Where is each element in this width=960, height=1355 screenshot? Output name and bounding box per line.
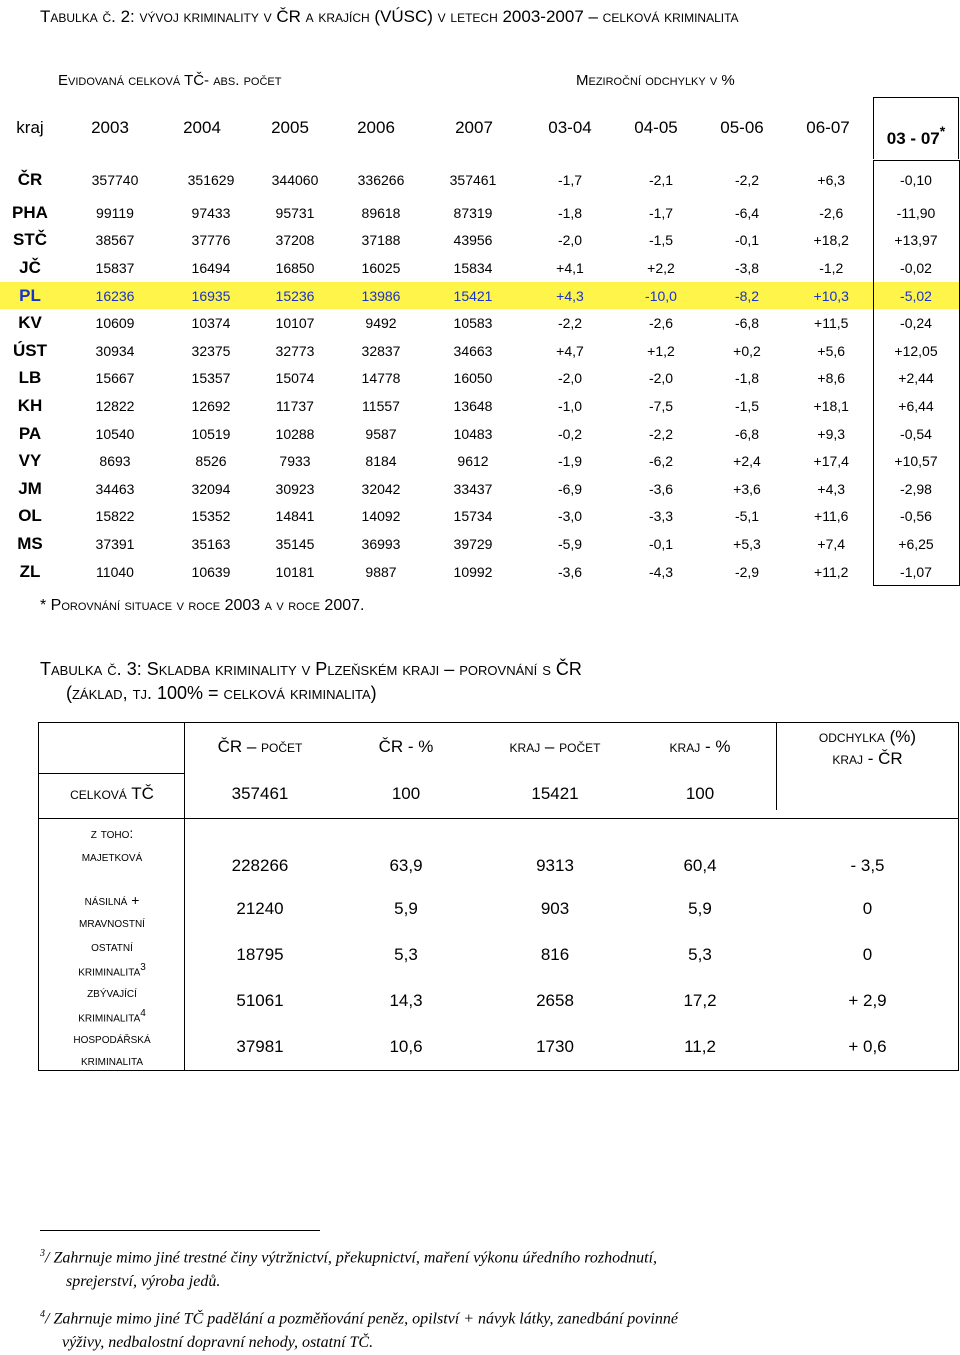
footnote-4 (40, 1303, 678, 1355)
t3-row-value: 228266 (231, 856, 289, 875)
t3-row-value: 1730 (536, 1037, 574, 1056)
table2-value-cell: 16494 (191, 259, 231, 276)
table2-value-cell: -3,6 (557, 563, 583, 580)
t3-row-value: 0 (862, 899, 873, 918)
table2-value-cell: 14841 (275, 508, 315, 525)
table2-value-cell: 15834 (453, 259, 493, 276)
t3-hline (38, 818, 959, 819)
table2-row (0, 337, 959, 365)
t3-row-value: 51061 (236, 991, 284, 1010)
t3-row-label (40, 1027, 184, 1071)
t3-row-value: 5,3 (394, 945, 418, 964)
table2-value-cell: -2,1 (648, 171, 674, 188)
table2-value-cell: 10583 (453, 315, 493, 332)
table2-value-cell: 33437 (453, 480, 493, 497)
t3-row-label-line2-text: mravnostní (79, 914, 145, 930)
t3-row-value: 5,9 (394, 899, 418, 918)
header-2004: 2004 (183, 118, 221, 137)
table2-value-cell: +2,2 (647, 259, 675, 276)
table2-value-cell: -1,8 (734, 370, 760, 387)
table2-value-cell: -1,9 (557, 453, 583, 470)
table2-value-cell: +18,1 (813, 397, 849, 414)
table2-region-cell: JM (18, 478, 42, 498)
table2-value-cell: 9492 (365, 315, 397, 332)
table2-title (40, 6, 940, 28)
t3-row-value: 816 (540, 945, 570, 964)
table2-value-cell: -8,2 (704, 282, 790, 310)
table2-value-cell: 15734 (453, 508, 493, 525)
table2-region-cell: ZL (19, 561, 41, 581)
table2-value-cell: 35163 (191, 535, 231, 552)
t3-row-label-line2 (40, 911, 184, 933)
t3-row-label-line2 (40, 957, 184, 982)
table2-value-cell: 16050 (453, 370, 493, 387)
table2-value-cell: 16850 (275, 259, 315, 276)
table2-value-cell: -1,2 (819, 259, 844, 276)
table2-value-cell: -6,4 (734, 204, 760, 221)
t3-row-value: 21240 (236, 899, 284, 918)
t3-row-value: 63,9 (389, 856, 423, 875)
table2-value-cell: -2,0 (648, 370, 674, 387)
table2-value-cell: 7933 (279, 453, 311, 470)
table2-value-cell: -2,0 (557, 232, 583, 249)
table2-region-cell: ÚST (13, 340, 47, 360)
table2-value-cell: 14778 (361, 370, 401, 387)
table2-value-cell: 11040 (96, 563, 134, 580)
header-05-06: 05-06 (720, 118, 764, 137)
header-03-04: 03-04 (548, 118, 592, 137)
table2-value-cell: 336266 (357, 171, 405, 188)
table2-region-cell: KV (18, 313, 42, 333)
table2-value-cell: 11737 (276, 397, 314, 414)
header-star: * (939, 123, 946, 139)
t3-row-value: - 3,5 (850, 856, 885, 875)
footnote-3-line1: / Zahrnuje mimo jiné trestné činy výtržnictví, překupnictví, maření výkonu úředního rozhodnutí, (45, 1249, 658, 1267)
table2-value-cell: 10519 (191, 425, 231, 442)
table2-value-cell: 10181 (275, 563, 315, 580)
table2-region-cell: MS (17, 533, 43, 553)
table2-value-cell: -0,02 (873, 254, 959, 282)
table2-region-cell: ČR (17, 169, 43, 189)
table2-value-cell: -0,1 (734, 232, 760, 249)
table2-value-cell: 10374 (191, 315, 231, 332)
table2-value-cell: 16025 (361, 259, 401, 276)
table2-value-cell: -2,6 (819, 204, 844, 221)
table2-value-cell: -6,8 (734, 315, 760, 332)
table2-value-cell: +10,57 (873, 447, 959, 475)
header-2006: 2006 (357, 118, 395, 137)
table2-value-cell: 8526 (195, 453, 227, 470)
table2-value-cell: 15837 (95, 259, 135, 276)
table2-value-cell: 32773 (275, 342, 315, 359)
table2-value-cell: 16236 (60, 282, 170, 310)
table2-value-cell: -0,2 (557, 425, 583, 442)
table2-value-cell: +4,1 (556, 259, 584, 276)
t3-row-label (40, 981, 184, 1028)
table2-row (0, 254, 959, 282)
table2-value-cell: -2,2 (648, 425, 674, 442)
footnote-3-line2: sprejerství, výroba jedů. (66, 1273, 221, 1291)
table2-value-cell: 32375 (191, 342, 231, 359)
table2-region-cell: PA (18, 423, 42, 443)
table2-value-cell: 8184 (365, 453, 397, 470)
table2-value-cell: 10992 (453, 563, 493, 580)
table2-value-cell: -1,5 (648, 232, 674, 249)
t3-row-value: 37981 (236, 1037, 284, 1056)
table2-value-cell: -2,2 (734, 171, 760, 188)
table2-row (0, 530, 959, 558)
table2-value-cell: 10540 (95, 425, 135, 442)
table2-value-cell: +11,5 (814, 315, 849, 332)
table2-value-cell: +9,3 (817, 425, 846, 442)
table2-row (0, 227, 959, 255)
table2-value-cell: 37208 (275, 232, 315, 249)
footnote-rule (40, 1230, 320, 1231)
table2-value-cell: -0,54 (873, 420, 959, 448)
table2-value-cell: +0,2 (733, 342, 761, 359)
table2-value-cell: 43956 (453, 232, 493, 249)
table2-row (0, 161, 959, 200)
t3-row-value: 5,9 (688, 899, 712, 918)
table2-value-cell: 15236 (252, 282, 338, 310)
table2-value-cell: -1,5 (734, 397, 760, 414)
t3-hline (38, 773, 185, 774)
table2-value-cell: +2,4 (733, 453, 761, 470)
table2-value-cell: +4,3 (522, 282, 618, 310)
t3-row-value: 14,3 (389, 991, 423, 1010)
header-06-07: 06-07 (806, 118, 850, 137)
table2-value-cell: -0,56 (873, 503, 959, 531)
table2-value-cell: -11,90 (873, 199, 959, 227)
table2-value-cell: 13648 (453, 397, 493, 414)
table2-value-cell: 37391 (95, 535, 135, 552)
table2-value-cell: 32094 (191, 480, 231, 497)
table2-value-cell: +7,4 (817, 535, 846, 552)
t3-header-cr-count: ČR – počet (217, 737, 303, 756)
table2-row (0, 475, 959, 503)
t3-row-label-line2-text: kriminalita (78, 962, 141, 979)
t3-header-cr-pct: ČR - % (378, 737, 434, 756)
table2-value-cell: -1,0 (557, 397, 583, 414)
table2-value-cell: 8693 (99, 453, 131, 470)
table2-row (0, 199, 959, 227)
table2-row (0, 392, 959, 420)
t3-row-value: 903 (540, 899, 570, 918)
table2-title-rest: : vývoj kriminality v ČR a krajích (VÚSC) v letech 2003-2007 – celková kriminalita (130, 7, 739, 26)
t3-row-label-line1: majetková (81, 848, 143, 864)
table2-value-cell: -2,98 (873, 475, 959, 503)
header-2003: 2003 (91, 118, 129, 137)
table2-value-cell: 87319 (453, 204, 493, 221)
table2-value-cell: 9887 (365, 563, 397, 580)
table2-value-cell: 35145 (275, 535, 315, 552)
table2-value-cell: +11,2 (814, 563, 849, 580)
table2-row (0, 420, 959, 448)
t3-row-label-sup: 4 (140, 1008, 146, 1019)
t3-row-label-line1: ostatní (91, 938, 133, 954)
header-04-05: 04-05 (634, 118, 678, 137)
table2-value-cell: +4,3 (817, 480, 846, 497)
table2-value-cell: -2,6 (648, 315, 674, 332)
table2-value-cell: +1,2 (647, 342, 675, 359)
table2-value-cell: -5,02 (873, 282, 959, 310)
t3-row-label-line2 (40, 1003, 184, 1028)
table2-value-cell: -3,3 (648, 508, 674, 525)
table2-value-cell: +5,6 (817, 342, 846, 359)
table2-value-cell: 10107 (275, 315, 315, 332)
table2-region-cell: OL (18, 506, 42, 526)
t3-row-value: 5,3 (688, 945, 712, 964)
t3-total-value: 357461 (231, 784, 289, 803)
table2-value-cell: -10,0 (618, 282, 704, 310)
t3-row-value: 18795 (236, 945, 284, 964)
header-03-07 (873, 123, 959, 149)
table2-value-cell: 32837 (361, 342, 401, 359)
table2-value-cell: 10483 (453, 425, 493, 442)
table2-value-cell: 14092 (361, 508, 401, 525)
table2-value-cell: +12,05 (873, 337, 959, 365)
table2-value-cell: 351629 (187, 171, 235, 188)
table2-value-cell: 10288 (275, 425, 315, 442)
table2-region-cell: LB (18, 368, 42, 388)
table2-value-cell: +13,97 (873, 227, 959, 255)
table2-region-cell: KH (17, 395, 43, 415)
t3-row-label (40, 935, 184, 982)
table2-value-cell: -1,7 (648, 204, 674, 221)
header-kraj: kraj (16, 118, 44, 137)
table2-value-cell: 89618 (361, 204, 401, 221)
table2-value-cell: -2,2 (557, 315, 583, 332)
t3-row-label (40, 845, 184, 867)
table2-value-cell: 15357 (191, 370, 231, 387)
t3-row-value: + 0,6 (848, 1037, 887, 1056)
table2-value-cell: 37776 (191, 232, 231, 249)
table2-value-cell: 12822 (95, 397, 135, 414)
table3-title-line1: : Skladba kriminality v Plzeňském kraji – porovnání s ČR (136, 659, 582, 679)
t3-row-label-line2-text: kriminalita (78, 1008, 141, 1025)
t3-row-label (40, 889, 184, 933)
table2-value-cell: -7,5 (648, 397, 674, 414)
table2-region-cell: PHA (12, 202, 48, 222)
table2-value-cell: -5,1 (734, 508, 760, 525)
t3-header-deviation (780, 726, 955, 770)
t3-header-deviation-line2: kraj - ČR (832, 749, 903, 768)
table2-value-cell: -4,3 (648, 563, 674, 580)
table3-title-prefix: Tabulka č. 3 (40, 659, 137, 679)
table2-value-cell: +6,25 (873, 530, 959, 558)
table2 (0, 160, 960, 586)
table2-value-cell: 38567 (95, 232, 135, 249)
table2-region-cell: PL (0, 282, 60, 310)
table2-value-cell: 13986 (338, 282, 424, 310)
table2-value-cell: -3,0 (557, 508, 583, 525)
t3-header-kraj-pct: kraj - % (669, 737, 731, 756)
t3-row-label-line2-text: kriminalita (80, 1052, 144, 1068)
table2-value-cell: 12692 (191, 397, 231, 414)
header-2007: 2007 (455, 118, 493, 137)
table2-value-cell: 97433 (191, 204, 231, 221)
table2-value-cell: 15352 (191, 508, 231, 525)
table2-value-cell: -0,24 (873, 309, 959, 337)
table2-region-cell: VY (18, 451, 42, 471)
footnote-3 (40, 1242, 657, 1294)
table2-value-cell: -1,7 (557, 171, 583, 188)
t3-row-label-line1: zbývající (87, 984, 137, 1000)
footnote-4-number: 4 (40, 1309, 45, 1320)
table2-value-cell: -3,8 (734, 259, 760, 276)
t3-row-label-line1: násilná + (84, 892, 140, 908)
header-2005: 2005 (271, 118, 309, 137)
table2-value-cell: -1,8 (557, 204, 583, 221)
table2-value-cell: 10609 (95, 315, 135, 332)
table2-region-cell: STČ (13, 230, 47, 250)
t3-row-value: 11,2 (684, 1037, 716, 1056)
table2-value-cell: -6,2 (648, 453, 674, 470)
table2-value-cell: 34663 (453, 342, 493, 359)
table2-value-cell: 357461 (449, 171, 497, 188)
header-03-07-label: 03 - 07 (886, 129, 940, 148)
table2-value-cell: +2,44 (873, 365, 959, 393)
table2-row (0, 503, 959, 531)
table2-value-cell: 39729 (453, 535, 493, 552)
table2-row (0, 309, 959, 337)
t3-row-label-line2 (40, 1049, 184, 1071)
table2-value-cell: 15822 (95, 508, 135, 525)
table3-title (40, 657, 920, 705)
table2-value-cell: +5,3 (733, 535, 761, 552)
table2-value-cell: -2,9 (734, 563, 760, 580)
table2-value-cell: +6,3 (817, 171, 846, 188)
table2-value-cell: 30923 (275, 480, 315, 497)
table2-value-cell: 30934 (95, 342, 135, 359)
t3-total-value: 100 (391, 784, 421, 803)
table2-value-cell: 16935 (170, 282, 252, 310)
table2-value-cell: 99119 (96, 204, 134, 221)
t3-row-value: 10,6 (389, 1037, 423, 1056)
t3-row-value: 2658 (536, 991, 574, 1010)
footnote-4-line1: / Zahrnuje mimo jiné TČ padělání a pozměňování peněz, opilství + návyk látky, zanedbání povinné (45, 1310, 678, 1328)
table2-value-cell: +17,4 (813, 453, 849, 470)
t3-row-label-sup: 3 (140, 962, 146, 973)
t3-row-value: 0 (862, 945, 873, 964)
group-header-deviations: Meziroční odchylky v % (576, 72, 735, 89)
footnote-4-line2: výživy, nedbalostní dopravní nehody, ostatní TČ. (62, 1334, 374, 1352)
table2-row (0, 558, 959, 586)
table2-value-cell: 11557 (362, 397, 400, 414)
table2-value-cell: -6,9 (557, 480, 583, 497)
table2-footnote: * Porovnání situace v roce 2003 a v roce 2007. (40, 597, 365, 614)
t3-total-value: 15421 (531, 784, 579, 803)
footnote-3-number: 3 (40, 1248, 45, 1259)
table2-value-cell: 32042 (361, 480, 401, 497)
table2-value-cell: +8,6 (817, 370, 846, 387)
table2-value-cell: 10639 (191, 563, 231, 580)
table2-value-cell: +6,44 (873, 392, 959, 420)
table2-value-cell: -5,9 (557, 535, 583, 552)
t3-total-value: 100 (685, 784, 715, 803)
t3-total-label: celková TČ (70, 784, 154, 803)
t3-row-value: + 2,9 (848, 991, 887, 1010)
table2-row (0, 282, 959, 310)
t3-row-value: 9313 (536, 856, 574, 875)
group-header-absolute: Evidovaná celková TČ- abs. počet (58, 72, 282, 89)
table2-title-prefix: Tabulka č. 2 (40, 7, 131, 26)
table2-value-cell: +3,6 (733, 480, 761, 497)
table2-value-cell: 9587 (365, 425, 397, 442)
table3-title-line2: (základ, tj. 100% = celková kriminalita) (66, 683, 377, 703)
table2-value-cell: 15667 (95, 370, 135, 387)
table2-value-cell: 344060 (271, 171, 319, 188)
t3-of-which: z toho: (90, 825, 134, 841)
t3-row-value: 60,4 (683, 856, 717, 875)
t3-row-label-line1: hospodářská (73, 1030, 151, 1046)
table2-value-cell: 95731 (275, 204, 315, 221)
table2-value-cell: +11,6 (814, 508, 849, 525)
table2-region-cell: JČ (19, 257, 41, 277)
table2-value-cell: 37188 (361, 232, 401, 249)
table2-value-cell: -6,8 (734, 425, 760, 442)
table2-value-cell: 36993 (361, 535, 401, 552)
table2-value-cell: +18,2 (813, 232, 849, 249)
t3-header-deviation-line1: odchylka (%) (818, 727, 917, 746)
t3-vline (184, 722, 185, 1071)
t3-vline (776, 722, 777, 810)
table2-value-cell: 15421 (424, 282, 522, 310)
table2-value-cell: -0,10 (873, 161, 959, 200)
table2-value-cell: +10,3 (790, 282, 873, 310)
table2-value-cell: 15074 (275, 370, 315, 387)
table2-value-cell: -1,07 (873, 558, 959, 586)
table2-value-cell: +4,7 (556, 342, 584, 359)
table2-value-cell: 9612 (457, 453, 489, 470)
table2-value-cell: -2,0 (557, 370, 583, 387)
table2-value-cell: -0,1 (648, 535, 674, 552)
table2-value-cell: 357740 (91, 171, 139, 188)
table2-value-cell: 34463 (95, 480, 135, 497)
t3-header-kraj-count: kraj – počet (509, 737, 601, 756)
table2-row (0, 447, 959, 475)
t3-row-value: 17,2 (683, 991, 717, 1010)
table2-row (0, 365, 959, 393)
table2-value-cell: -3,6 (648, 480, 674, 497)
